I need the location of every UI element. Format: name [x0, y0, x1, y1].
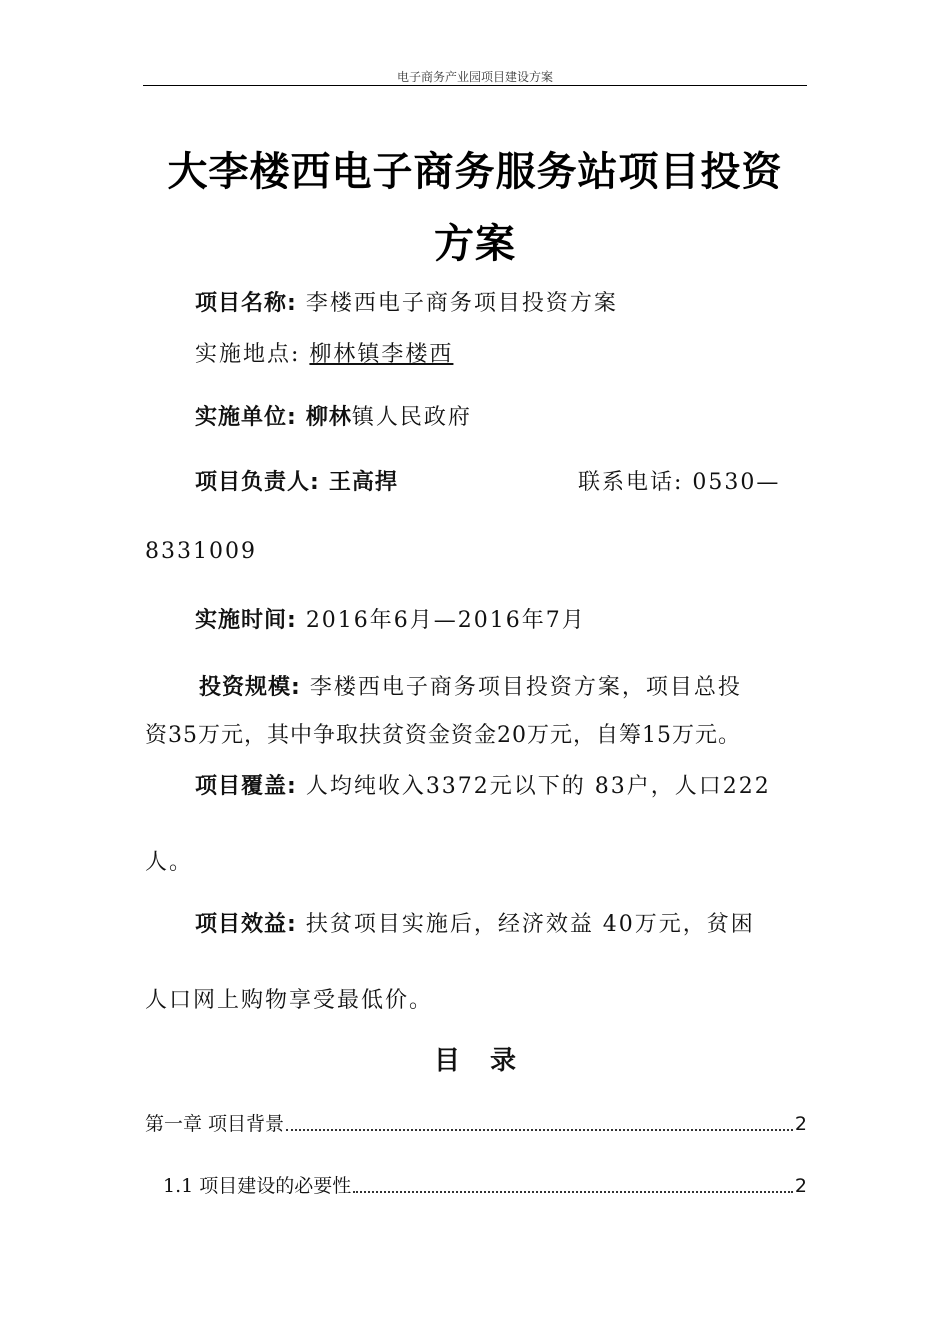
toc-leader-dots — [286, 1129, 793, 1131]
coverage-value-line-2: 人。 — [145, 850, 194, 875]
toc-entry[interactable] — [145, 1109, 807, 1136]
project-name-row — [195, 286, 618, 317]
toc-entry-page: 2 — [794, 1113, 807, 1135]
unit-row — [195, 400, 472, 431]
location-value: 柳林镇李楼西 — [309, 342, 454, 367]
scale-label: 投资规模: — [199, 675, 301, 700]
benefit-row — [195, 907, 755, 938]
toc-entry-label: 1.1 项目建设的必要性 — [163, 1175, 352, 1197]
unit-label: 实施单位: — [195, 405, 297, 430]
scale-row — [199, 670, 742, 701]
toc-entry[interactable] — [163, 1171, 807, 1198]
benefit-value-line-1: 扶贫项目实施后，经济效益 40万元，贫困 — [305, 912, 755, 937]
running-header: 电子商务产业园项目建设方案 — [396, 70, 553, 84]
project-name-value: 李楼西电子商务项目投资方案 — [305, 291, 618, 316]
benefit-label: 项目效益: — [195, 912, 297, 937]
time-row — [195, 603, 586, 634]
toc-entry-page: 2 — [794, 1175, 807, 1197]
time-label: 实施时间: — [195, 608, 297, 633]
leader-row — [195, 465, 398, 496]
phone-label: 联系电话: — [578, 470, 684, 495]
document-title-line-1: 大李楼西电子商务服务站项目投资 — [167, 149, 783, 195]
scale-value-line-2: 资35万元，其中争取扶贫资金资金20万元，自筹15万元。 — [145, 723, 741, 748]
toc-entry-label: 第一章 项目背景 — [145, 1113, 285, 1135]
header-rule — [143, 85, 807, 86]
location-row — [195, 337, 453, 368]
toc-leader-dots — [353, 1191, 793, 1193]
project-name-label: 项目名称: — [195, 291, 297, 316]
coverage-label: 项目覆盖: — [195, 774, 297, 799]
coverage-row — [195, 769, 771, 800]
phone-value-continued: 8331009 — [145, 539, 257, 564]
phone-row — [578, 465, 780, 496]
leader-label: 项目负责人: — [195, 470, 320, 495]
leader-value: 王高捍 — [328, 470, 398, 495]
time-value: 2016年6月—2016年7月 — [305, 608, 586, 633]
scale-value-line-1: 李楼西电子商务项目投资方案，项目总投 — [309, 675, 742, 700]
coverage-value-line-1: 人均纯收入3372元以下的 83户，人口222 — [305, 774, 771, 799]
unit-value-bold: 柳林 — [305, 405, 352, 430]
location-label: 实施地点: — [195, 342, 301, 367]
document-title-line-2: 方案 — [434, 221, 516, 267]
phone-value-part1: 0530— — [692, 470, 781, 495]
toc-title: 目录 — [433, 1046, 546, 1076]
benefit-value-line-2: 人口网上购物享受最低价。 — [145, 988, 434, 1013]
unit-value: 镇人民政府 — [351, 405, 472, 430]
